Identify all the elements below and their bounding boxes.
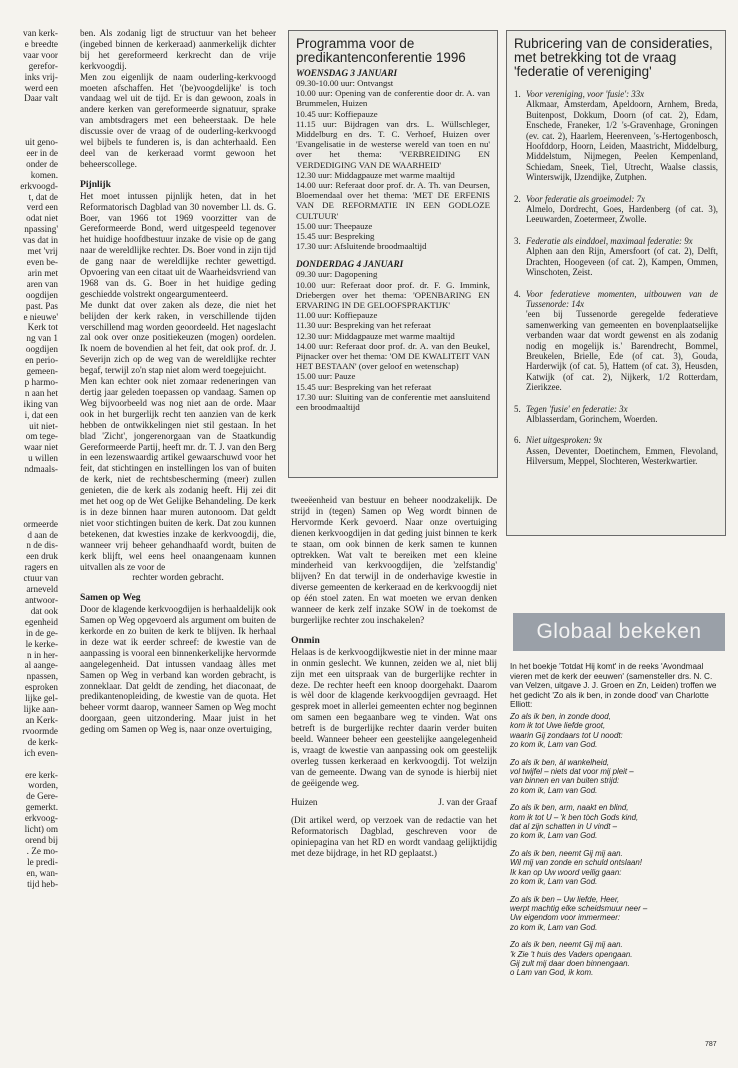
rubricering-item (514, 194, 718, 225)
poem-line: zo kom ik, Lam van God. (510, 785, 598, 795)
paragraph: Het moet intussen pijnlijk heten, dat in het Reformatorisch Dagblad van 30 november l.l. ds. G. Boer, van 1966 tot 1969 voorzitter van de Gereformeerde Bond, werd uitgespeeld tegenover het huidige hoofdbestuur inzake de visie op de gang naar de wereldlijke rechter. Ds. Boer vond in zijn tijd de gang naar de wereldlijke rechter gewettigd. Opvoering van een citaat uit de Waarheidsvriend van 1968 van ds. G. Boer in het huidige geding geschiedde volstrekt ongeargumenteerd. (80, 190, 276, 299)
poem-line: kom ik tot Uwe liefde groot, (510, 721, 606, 731)
fragment-line: i, dat een (24, 409, 58, 420)
poem-line: Zo als ik ben, arm, naakt en blind, (510, 803, 629, 813)
poem-line: zo kom ik, Lam van God. (510, 877, 598, 887)
programma-days (296, 68, 490, 412)
signature (291, 797, 497, 808)
fragment-line: an Kerk- (25, 714, 58, 725)
fragment-line (0, 497, 58, 508)
fragment-line: past. Pas (25, 300, 58, 311)
poem-line: Wil mij van zonde en schuld ontslaan! (510, 858, 642, 868)
paragraph: Door de klagende kerkvoogdijen is herhaaldelijk ook Samen op Weg opgevoerd als argument om buiten de kerkorde en zo buiten de kerk te blijven. Ik herhaal in deze wat ik eerder schreef: de kwestie van de aanpassing is vooral een binnenkerkelijke hervormde aangelegenheid. Dat intussen vandaag àlles met Samen op Weg in verband kan worden gebracht, is zonneklaar. Dat geldt de zending, het diaconaat, de predikantenopleiding, de kwestie van de quota. Het beheer vormt daarop, wanneer Samen op Weg mocht doorgaan, geen uitzondering. Maar juist in het geding om Samen op Weg is, naar onze overtuiging, (80, 604, 276, 735)
poem-line: Zo als ik ben, neemt Gij mij aan. (510, 848, 623, 858)
fragment-line: eer in de (26, 147, 58, 158)
programma-item: 15.45 uur: Bespreking van het referaat (296, 381, 432, 392)
item-number: 2. (514, 193, 521, 204)
paragraph: Men kan echter ook niet zomaar redeneringen van dertig jaar geleden toepassen op vandaag. Samen op Weg bijvoorbeeld was nog niet aan de orde. Maar ook in het burgerlijk recht ten aanzien van de kerk hebben de ontwikkelingen niet stil gestaan. In het blad 'Zicht', jongerenorgaan van de Staatkundig Gereformeerde Partij, heeft mr. dr. T. J. van den Berg in een lezenswaardig artikel gewaarschuwd voor het feit, dat stichtingen en instellingen los van of buiten de kerk, niet de rechtsbescherming (meer) zullen genieten, die de kerk als zodanig heeft. Hij zei dit met het oog op de Wet Gelijke Behandeling. De kerk is in deze binnen haar muren autonoom. Dat geldt niet voor stichtingen buiten de kerk. Dat zou kunnen betekenen, dat kwesties inzake de kerkvoogdij, die, wanneer vrij beheer gehandhaafd wordt, buiten de kerk blijft, wel eens heel onaangenaam kunnen uitvallen als ze voor de (80, 376, 276, 572)
poem-stanza (510, 712, 725, 750)
fragment-line: esproken (24, 682, 58, 693)
item-lead: Voor federatie als groeimodel: 7x (526, 193, 645, 204)
programma-item: 15.00 uur: Theepauze (296, 220, 373, 231)
programma-item: 12.30 uur: Middagpauze met warme maaltijd (296, 330, 455, 341)
fragment-line: . Ze mo- (26, 845, 58, 856)
article-column-b (291, 495, 497, 859)
item-body: Alkmaar, Amsterdam, Apeldoorn, Arnhem, Breda, Buitenpost, Dokkum, Doorn (of cat. 2), Edam, Enschede, Franeker, 1/2 's-Gravenhage, Groningen (ev. cat. 2), Haarlem, Heerenveen, 's-Hertogenbosch, Hoofddorp, Hoorn, Leiden, Maastricht, Middelburg, Middelstum, Nijmegen, Peelen Kempenland, Schiedam, Sneek, Tiel, Utrecht, Waalse classis, Winterswijk, IJzendijke, Zutphen. (526, 99, 718, 183)
poem-line: dat al zijn schatten in U vindt – (510, 822, 618, 832)
poem-line: 'k Zie 't huis des Vaders opengaan. (510, 949, 633, 959)
fragment-line: lijke aan- (23, 704, 58, 715)
fragment-line: werd een (24, 82, 58, 93)
fragment-line: lijke gel- (25, 693, 58, 704)
signature-place: Huizen (291, 796, 318, 807)
fragment-line: aren van (26, 278, 58, 289)
fragment-line: vaar voor (23, 49, 58, 60)
item-body: 'een bij Tussenorde geregelde federatieve samenwerking van gemeenten en bovenplaatselijke verbanden waar dat wordt gewenst en als zodanig nodig en mogelijk is.' Barendrecht, Bommel, Breukelen, Brielle, Ede (of cat. 3), Gouda, Harderwijk (of cat. 5), Hattem (of cat. 3), Heusden, Katwijk (of cat. 2), Nijkerk, 1/2 Rotterdam, Zierikzee. (526, 309, 718, 393)
programma-item: 10.00 uur: Opening van de conferentie door dr. A. van Brummelen, Huizen (296, 88, 490, 109)
fragment-line (0, 104, 58, 115)
fragment-line: ragers en (24, 562, 58, 573)
fragment-line (0, 115, 58, 126)
poem-stanza (510, 849, 725, 887)
signature-author: J. van der Graaf (438, 796, 497, 807)
fragment-line: egenheid (24, 616, 58, 627)
fragment-line: n in her- (27, 649, 58, 660)
item-body: Almelo, Dordrecht, Goes, Hardenberg (of cat. 3), Leeuwarden, Zoetermeer, Zwolle. (526, 204, 718, 225)
fragment-line: odat niet (26, 213, 58, 224)
poem-line: werpt machtig elke scheidsmuur neer – (510, 903, 648, 913)
paragraph: Me dunkt dat over zaken als deze, die niet het belijden der kerk raken, in verschillende tijden verschillend mag worden geoordeeld. Het nageslacht zal ook over onze positiekeuzen (mogen) oordelen. Ik noem de bovendien al het feit, dat ook prof. dr. J. Severijn zich op de weg van de wereldlijke rechter begaf, terwijl zo'n stap niet alom werd toegejuicht. (80, 299, 276, 376)
rubricering-title: Rubricering van de consideraties, met betrekking tot de vraag 'federatie of vereniging' (514, 36, 713, 79)
programma-item: 10.00 uur: Referaat door prof. dr. F. G. Immink, Driebergen over het thema: 'OPENBARING EN ERVARING IN DE GELOOFSPRAKTIJK' (296, 279, 490, 311)
fragment-line: oogdijen (25, 289, 58, 300)
fragment-line: antwoor- (25, 595, 58, 606)
item-body: Alphen aan den Rijn, Amersfoort (of cat. 2), Delft, Drachten, Hoogeveen (of cat. 2), Kampen, Ommen, Winschoten, Zeist. (526, 246, 718, 278)
poem-line: Zo als ik ben, àl wankelheid, (510, 757, 610, 767)
poem-line: Gij zult mij daar doen binnengaan. (510, 958, 630, 968)
fragment-line: inks vrij- (24, 71, 58, 82)
item-lead: Voor vereniging, voor 'fusie': 33x (526, 89, 645, 99)
fragment-line: Daar valt (24, 93, 58, 104)
item-lead: Niet uitgesproken: 9x (526, 435, 603, 446)
rubricering-item (514, 435, 718, 466)
programma-item: 12.30 uur: Middagpauze met warme maaltijd (296, 169, 455, 180)
item-lead: Federatie als einddoel, maximaal federatie: 9x (526, 235, 693, 246)
fragment-line: Kerk tot (27, 322, 58, 333)
poem-line: Ik kan op Uw woord veilig gaan: (510, 867, 622, 877)
paragraph: tweeëenheid van bestuur en beheer noodzakelijk. De strijd in (tegen) Samen op Weg wordt binnen de Hervormde Kerk gevoerd. Naar onze overtuiging dienen kerkvoogdijen in dat geding juist binnen te kerk te staan, om ook binnen de kerk samen te kunnen optrekken. Wat valt te bereiken met een kleine minderheid van kerkvoogdijen, die 'zelfstandig' blijven? En dat terwijl in de onderhavige kwestie in diverse gemeenten de kerkeraad en de kerkvoogdij niet op één stoel zaten. En wat moeten we ervan denken wanneer de kerk zelf inzake SOW in de toekomst de burgerlijke rechter zou inschakelen? (291, 495, 497, 625)
fragment-line: de kerk- (27, 736, 58, 747)
section-heading: Samen op Weg (80, 592, 141, 604)
fragment-line: van kerk- (23, 28, 58, 38)
fragment-line: komen. (30, 169, 58, 180)
page-number: 787 (705, 1041, 717, 1048)
fragment-line: waar niet (24, 442, 58, 453)
rubricering-item (514, 236, 718, 278)
poem-line: Zo als ik ben – Uw liefde, Heer, (510, 894, 620, 904)
programma-item: 14.00 uur: Referaat door prof. dr. A. Th. van Deursen, Bloemendaal over het thema: 'MET DE ERFENIS VAN DE REFORMATIE IN EEN GODLOZE CULTUUR' (296, 180, 490, 221)
fragment-line: vas dat in (22, 235, 58, 246)
fragment-line: ndmaals- (24, 464, 58, 475)
fragment-line (0, 486, 58, 497)
programma-item: 11.15 uur: Bijdragen van drs. L. Wüllschleger, Middelburg en drs. T. C. Verhoef, Huizen over 'Evangelisatie in de westerse wereld van toen en nu' over het thema: 'VERBREIDING EN VERDEDIGING VAN DE WAARHEID' (296, 118, 490, 170)
fragment-line: n de dis- (26, 540, 58, 551)
fragment-line (0, 475, 58, 486)
poem-line: Zo als ik ben, neemt Gij mij aan. (510, 940, 623, 950)
fragment-line: arneveld (26, 584, 58, 595)
fragment-line: npassen, (26, 671, 58, 682)
programma-item: 15.45 uur: Bespreking (296, 231, 375, 242)
fragment-line: t, dat de (28, 191, 58, 202)
fragment-line: uit geno- (25, 137, 58, 148)
fragment-line: gemeen- (26, 366, 58, 377)
fragment-line: e nieuwe' (23, 311, 58, 322)
fragment-line: u willen (28, 453, 58, 464)
fragment-line: ich even- (24, 747, 58, 758)
poem-line: zo kom ik, Lam van God. (510, 740, 598, 750)
programma-item: 09.30 uur: Dagopening (296, 269, 378, 280)
fragment-line: ere kerk- (25, 769, 58, 780)
globaal-intro: In het boekje 'Totdat Hij komt' in de reeks 'Avondmaal vieren met de kerk der eeuwen' (samensteller drs. N. C. van Velzen, uitgave J. J. Groen en Zn, Leiden) troffen we het gedicht 'Zo als ik ben, in zonde dood' van Charlotte Elliott: (510, 662, 717, 710)
programma-item: 17.30 uur: Sluiting van de conferentie met aansluitend een broodmaaltijd (296, 391, 490, 413)
item-number: 6. (514, 435, 521, 446)
fragment-line: gemerkt. (25, 802, 58, 813)
programma-day-label: DONDERDAG 4 JANUARI (296, 259, 404, 270)
programma-title: Programma voor de predikantenconferentie 1996 (296, 36, 466, 65)
item-body: Assen, Deventer, Doetinchem, Emmen, Flevoland, Hilversum, Meppel, Slochteren, Westerkwartier. (526, 445, 718, 467)
item-lead: Tegen 'fusie' en federatie: 3x (526, 403, 628, 414)
poem-stanza (510, 895, 725, 933)
fragment-line: al aange- (24, 660, 58, 671)
poem-stanza (510, 803, 725, 841)
rubricering-box (506, 30, 726, 536)
fragment-line: orend bij (25, 834, 58, 845)
poem-line: kom ik tot U – 'k ben tòch Gods kind, (510, 812, 639, 822)
fragment-line (0, 508, 58, 519)
item-number: 3. (514, 235, 521, 246)
globaal-bekeken-banner: Globaal bekeken (513, 613, 725, 651)
poem-stanza (510, 940, 725, 978)
programma-item: 09.30-10.00 uur: Ontvangst (296, 78, 394, 88)
fragment-line: rvoormde (22, 725, 58, 736)
item-number: 1. (514, 89, 521, 99)
fragment-line: onder de (26, 158, 58, 169)
fragment-line: de Gere- (26, 791, 58, 802)
programma-item: 17.30 uur: Afsluitende broodmaaltijd (296, 241, 427, 252)
programma-item: 15.00 uur: Pauze (296, 371, 356, 382)
left-column-fragments (0, 28, 58, 1038)
fragment-line: met 'vrij (27, 246, 58, 257)
fragment-line: in de ge- (25, 627, 58, 638)
item-number: 5. (514, 403, 521, 414)
fragment-line: ormeerde (23, 518, 58, 529)
poem-stanza (510, 758, 725, 796)
section-heading: Pijnlijk (80, 178, 111, 190)
article-column-a (80, 28, 276, 735)
fragment-line: en, wan- (26, 867, 58, 878)
programma-day-label: WOENSDAG 3 JANUARI (296, 68, 398, 78)
fragment-line: e breedte (24, 38, 58, 49)
item-number: 4. (514, 288, 521, 299)
programma-item: 11.30 uur: Bespreking van het referaat (296, 320, 431, 331)
fragment-line: le predi- (27, 856, 58, 867)
poem-line: Zo als ik ben, in zonde dood, (510, 712, 611, 721)
poem-line: Uw eigendom voor immermeer: (510, 913, 621, 923)
fragment-line: dat ook (30, 605, 58, 616)
fragment-line (0, 126, 58, 137)
programma-item: 11.00 uur: Koffiepauze (296, 310, 378, 321)
rubricering-list (514, 89, 718, 467)
fragment-line: le kerke- (25, 638, 58, 649)
rubricering-item (514, 289, 718, 393)
poem-line: o Lam van God, ik kom. (510, 968, 594, 978)
poem-line: waarin Gij zondaars tot U noodt: (510, 730, 623, 740)
section-heading: Onmin (291, 634, 320, 646)
fragment-line: worden, (28, 780, 58, 791)
item-body: Alblasserdam, Gorinchem, Woerden. (526, 413, 658, 424)
fragment-line: n aan het (24, 387, 58, 398)
fragment-line: oogdijen (25, 344, 58, 355)
fragment-line: een druk (26, 551, 58, 562)
fragment-line: ng van 1 (26, 333, 58, 344)
fragment-line: arin met (27, 267, 58, 278)
programma-item: 10.45 uur: Koffiepauze (296, 108, 378, 119)
fragment-line: en perio- (25, 355, 58, 366)
poem (510, 712, 725, 986)
rubricering-item (514, 404, 718, 425)
fragment-line: licht) om (24, 824, 58, 835)
poem-line: van binnen en van buiten strijd: (510, 776, 620, 786)
paragraph: Helaas is de kerkvoogdijkwestie niet in der minne maar in onmin geslecht. We kunnen, zeiden we al, niet blij zijn met een uitspraak van de burgerlijke rechter in deze. De rechter heeft een knoop doorgehakt. Daarom is wèl door de klagende kerkvoogdijen gevraagd. Het gesprek moet in allerlei gemeenten echter nog beginnen om samen een begaanbare weg te vinden. Wat ons betreft is de burgerlijke rechter daarin verder buiten beeld. Wanneer beheer een geestelijke aangelegenheid is, vraagt de kwestie van aanpassing ook om geestelijk overleg tussen kerkeraad en kerkvoogdij. Tot welzijn van de gemeente. Dwang van de synode is hierbij niet de geëigende weg. (291, 646, 497, 788)
fragment-line: verd een (26, 202, 58, 213)
fragment-line (0, 759, 58, 770)
fragment-line: erkvoog- (24, 813, 58, 824)
rubricering-item (514, 89, 718, 183)
fragment-line: erkvoogd- (20, 180, 58, 191)
fragment-line: npassing' (24, 224, 58, 235)
paragraph: Men zou eigenlijk de naam ouderling-kerkvoogd moeten afschaffen. Het '(be)voogdelijke' is toch vandaag wel uit de tijd. Er is dan gewoon, zoals in andere kerken van gereformeerde signatuur, sprake van ambtsdragers met een beheerstaak. De hele discussie over de vraag of de ouderling-kerkvoogd wel bijbels te funderen is, is dan achterhaald. Een deel van de kerkeraad vormt gewoon het beheerscollege. (80, 71, 276, 169)
item-lead: Voor federatieve momenten, uitbouwen van de Tussenorde: 14x (526, 288, 718, 309)
fragment-line: gerefor- (28, 60, 58, 71)
poem-line: vol twijfel – niets dat voor mij pleit – (510, 767, 634, 777)
fragment-line: om tege- (25, 431, 58, 442)
editorial-note: (Dit artikel werd, op verzoek van de redactie van het Reformatorisch Dagblad, geschreven voor de opiniepagina van het RD en wordt vandaag gelijktijdig met deze bijdrage, in het RD geplaatst.) (291, 815, 497, 859)
paragraph: ben. Als zodanig ligt de structuur van het beheer (ingebed binnen de kerkeraad) aanmerkelijk dichter bij het gereformeerd kerkrecht dan de vrije kerkvoogdij. (80, 28, 276, 71)
fragment-line: tijd heb- (27, 878, 58, 889)
paragraph-end: rechter worden gebracht. (132, 572, 224, 583)
poem-line: zo kom ik, Lam van God. (510, 922, 598, 932)
programma-box (288, 30, 498, 478)
fragment-line: uit niet- (29, 420, 58, 431)
fragment-line: d aan de (27, 529, 58, 540)
poem-line: zo kom ik, Lam van God. (510, 831, 598, 841)
fragment-line: p harmo- (24, 376, 58, 387)
fragment-line: even be- (26, 256, 58, 267)
fragment-line: ctuur van (23, 573, 58, 584)
fragment-line: iking van (23, 398, 58, 409)
programma-item: 14.00 uur: Referaat door prof. dr. A. van den Beukel, Pijnacker over het thema: 'OM DE KWALITEIT VAN HET BESTAAN' (over geloof en wetenschap) (296, 340, 490, 372)
